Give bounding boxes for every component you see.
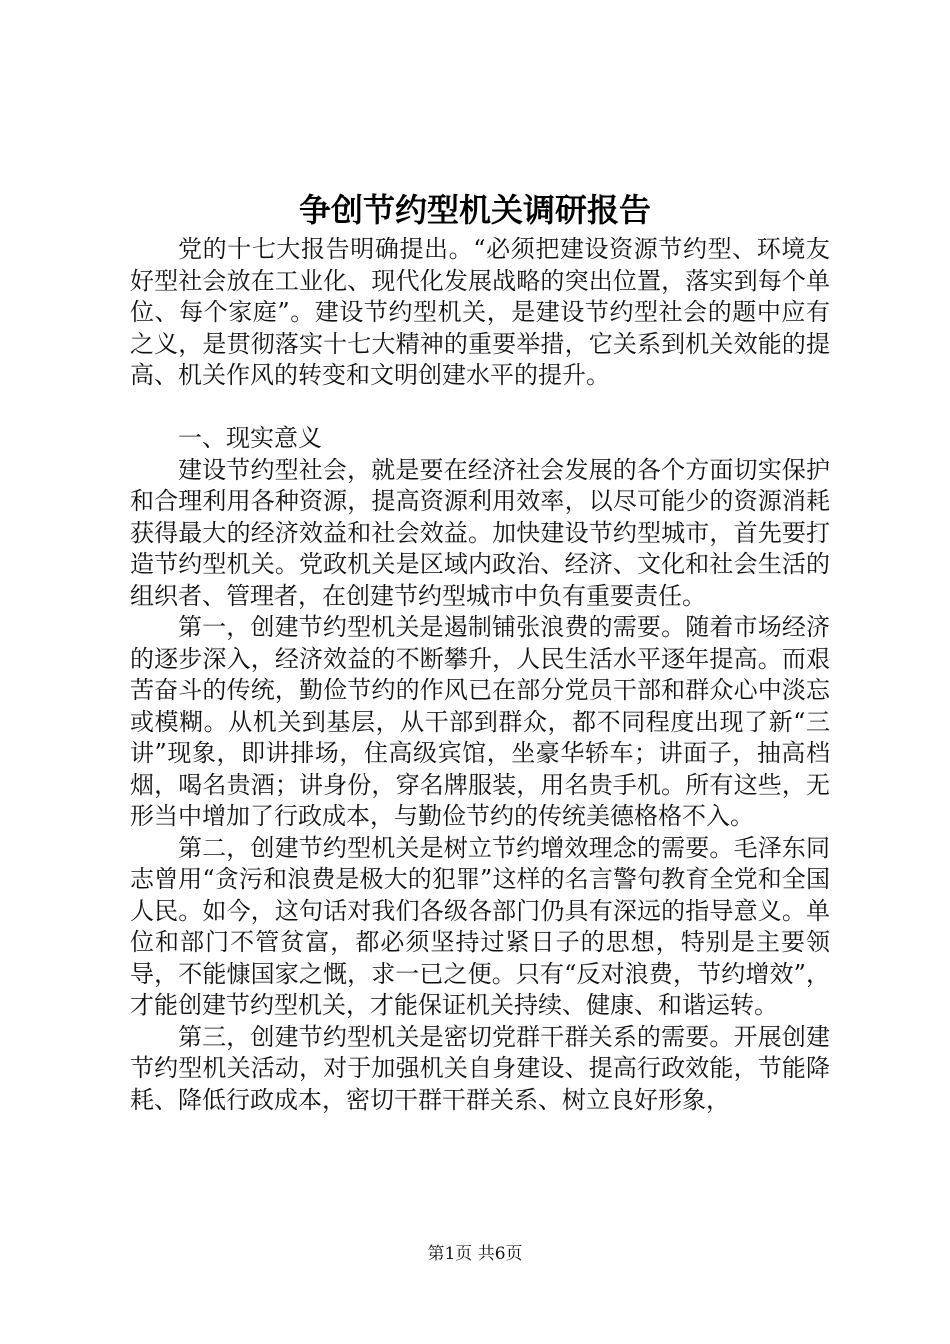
page-footer: 第1页 共6页	[427, 1244, 523, 1264]
body-paragraph: 第三，创建节约型机关是密切党群干群关系的需要。开展创建节约型机关活动，对于加强机关自身建设、提高行政效能，节能降耗、降低行政成本，密切干群干群关系、树立良好形象，	[130, 1022, 830, 1114]
document-title: 争创节约型机关调研报告	[298, 191, 651, 229]
section-heading: 一、现实意义	[178, 424, 322, 452]
body-paragraph: 第二，创建节约型机关是树立节约增效理念的需要。毛泽东同志曾用“贪污和浪费是极大的犯罪”这样的名言警句教育全党和全国人民。如今，这句话对我们各级各部门仍具有深远的指导意义。单位和部门不管贫富，都必须坚持过紧日子的思想，特别是主要领导，不能慷国家之慨，求一已之便。只有“反对浪费，节约增效”，才能创建节约型机关，才能保证机关持续、健康、和谐运转。	[130, 833, 830, 1019]
document-body	[130, 234, 830, 1116]
body-paragraph: 第一，创建节约型机关是遏制铺张浪费的需要。随着市场经济的逐步深入，经济效益的不断攀升，人民生活水平逐年提高。而艰苦奋斗的传统，勤俭节约的作风已在部分党员干部和群众心中淡忘或模糊。从机关到基层，从干部到群众，都不同程度出现了新“三讲”现象，即讲排场，住高级宾馆，坐豪华轿车；讲面子，抽高档烟，喝名贵酒；讲身份，穿名牌服装，用名贵手机。所有这些，无形当中增加了行政成本，与勤俭节约的传统美德格格不入。	[130, 613, 830, 830]
body-paragraph: 建设节约型社会，就是要在经济社会发展的各个方面切实保护和合理利用各种资源，提高资源利用效率，以尽可能少的资源消耗获得最大的经济效益和社会效益。加快建设节约型城市，首先要打造节约型机关。党政机关是区域内政治、经济、文化和社会生活的组织者、管理者，在创建节约型城市中负有重要责任。	[130, 455, 830, 610]
intro-paragraph: 党的十七大报告明确提出。“必须把建设资源节约型、环境友好型社会放在工业化、现代化发展战略的突出位置，落实到每个单位、每个家庭”。建设节约型机关，是建设节约型社会的题中应有之义，是贯彻落实十七大精神的重要举措，它关系到机关效能的提高、机关作风的转变和文明创建水平的提升。	[130, 235, 830, 389]
